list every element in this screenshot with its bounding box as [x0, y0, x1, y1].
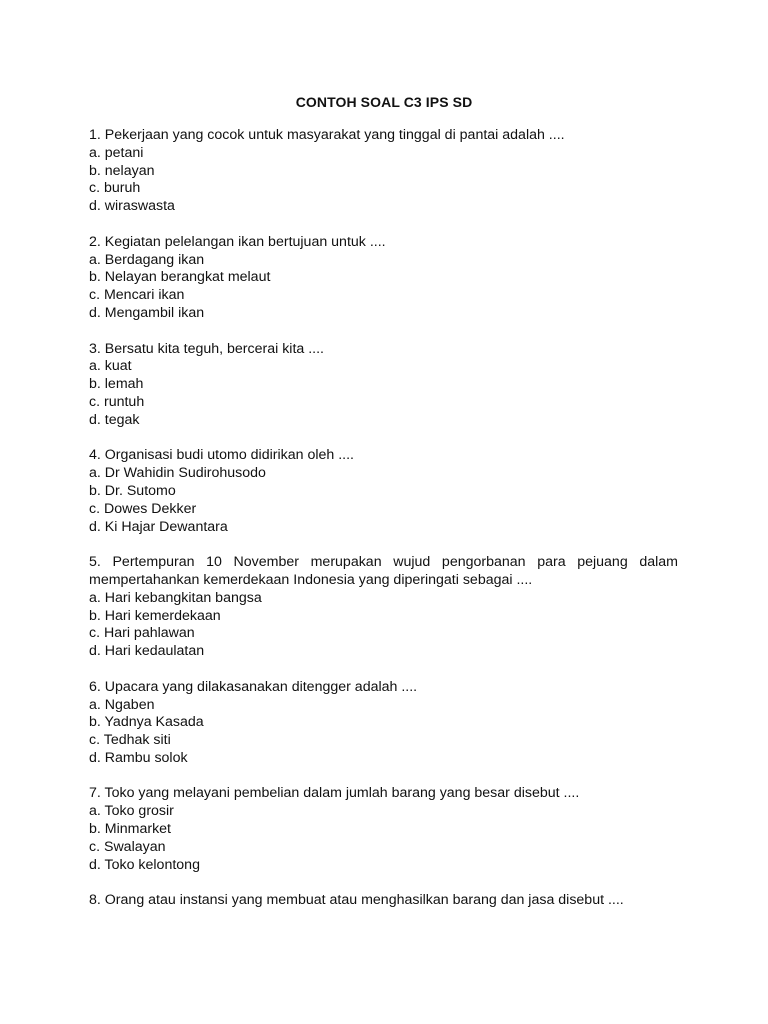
question-1 [89, 127, 678, 216]
question-8 [89, 892, 678, 910]
answer-option: a. Hari kebangkitan bangsa [89, 589, 262, 606]
answer-options [89, 697, 678, 768]
answer-option: d. Hari kedaulatan [89, 643, 205, 660]
question-7 [89, 785, 678, 874]
answer-option: c. runtuh [89, 393, 145, 410]
answer-options [89, 145, 678, 216]
answer-option: b. Nelayan berangkat melaut [89, 269, 271, 286]
question-stem: 2. Kegiatan pelelangan ikan bertujuan untuk .... [89, 233, 386, 250]
question-stem: 4. Organisasi budi utomo didirikan oleh .... [89, 447, 354, 464]
question-stem: 1. Pekerjaan yang cocok untuk masyarakat yang tinggal di pantai adalah .... [89, 127, 565, 143]
answer-option: a. Dr Wahidin Sudirohusodo [89, 465, 266, 482]
answer-options [89, 803, 678, 874]
question-6 [89, 679, 678, 768]
answer-options [89, 358, 678, 429]
question-2 [89, 234, 678, 323]
question-stem: 7. Toko yang melayani pembelian dalam jumlah barang yang besar disebut .... [89, 785, 580, 802]
question-stem: 3. Bersatu kita teguh, bercerai kita .... [89, 340, 325, 357]
answer-option: b. Minmarket [89, 821, 171, 838]
answer-option: d. wiraswasta [89, 198, 175, 215]
question-3 [89, 341, 678, 430]
answer-options [89, 252, 678, 323]
answer-option: d. tegak [89, 411, 140, 428]
page-title: CONTOH SOAL C3 IPS SD [295, 94, 473, 110]
question-5 [89, 554, 678, 661]
answer-option: a. kuat [89, 358, 132, 375]
answer-option: b. nelayan [89, 162, 155, 179]
answer-option: c. Dowes Dekker [89, 500, 197, 517]
question-stem: 6. Upacara yang dilakasanakan ditengger adalah .... [89, 678, 418, 695]
answer-option: a. Berdagang ikan [89, 251, 205, 268]
answer-options [89, 465, 678, 536]
question-list [89, 127, 678, 928]
answer-option: a. petani [89, 144, 144, 161]
question-stem: 5. Pertempuran 10 November merupakan wujud pengorbanan para pejuang dalam mempertahankan kemerdekaan Indonesia yang diperingati sebagai .... [89, 554, 678, 588]
answer-option: d. Rambu solok [89, 749, 188, 766]
question-4 [89, 447, 678, 536]
answer-option: d. Ki Hajar Dewantara [89, 518, 228, 535]
answer-option: c. buruh [89, 180, 141, 197]
answer-option: c. Hari pahlawan [89, 625, 195, 642]
answer-option: b. lemah [89, 376, 144, 393]
answer-option: b. Dr. Sutomo [89, 482, 176, 499]
answer-option: b. Yadnya Kasada [89, 714, 204, 731]
answer-option: c. Tedhak siti [89, 732, 171, 749]
answer-option: a. Toko grosir [89, 803, 174, 820]
answer-option: c. Swalayan [89, 838, 166, 855]
answer-option: b. Hari kemerdekaan [89, 607, 221, 624]
answer-option: c. Mencari ikan [89, 287, 185, 304]
answer-option: d. Toko kelontong [89, 856, 200, 873]
answer-options [89, 590, 678, 661]
answer-option: a. Ngaben [89, 696, 155, 713]
question-stem: 8. Orang atau instansi yang membuat atau menghasilkan barang dan jasa disebut .... [89, 892, 624, 909]
answer-option: d. Mengambil ikan [89, 304, 205, 321]
